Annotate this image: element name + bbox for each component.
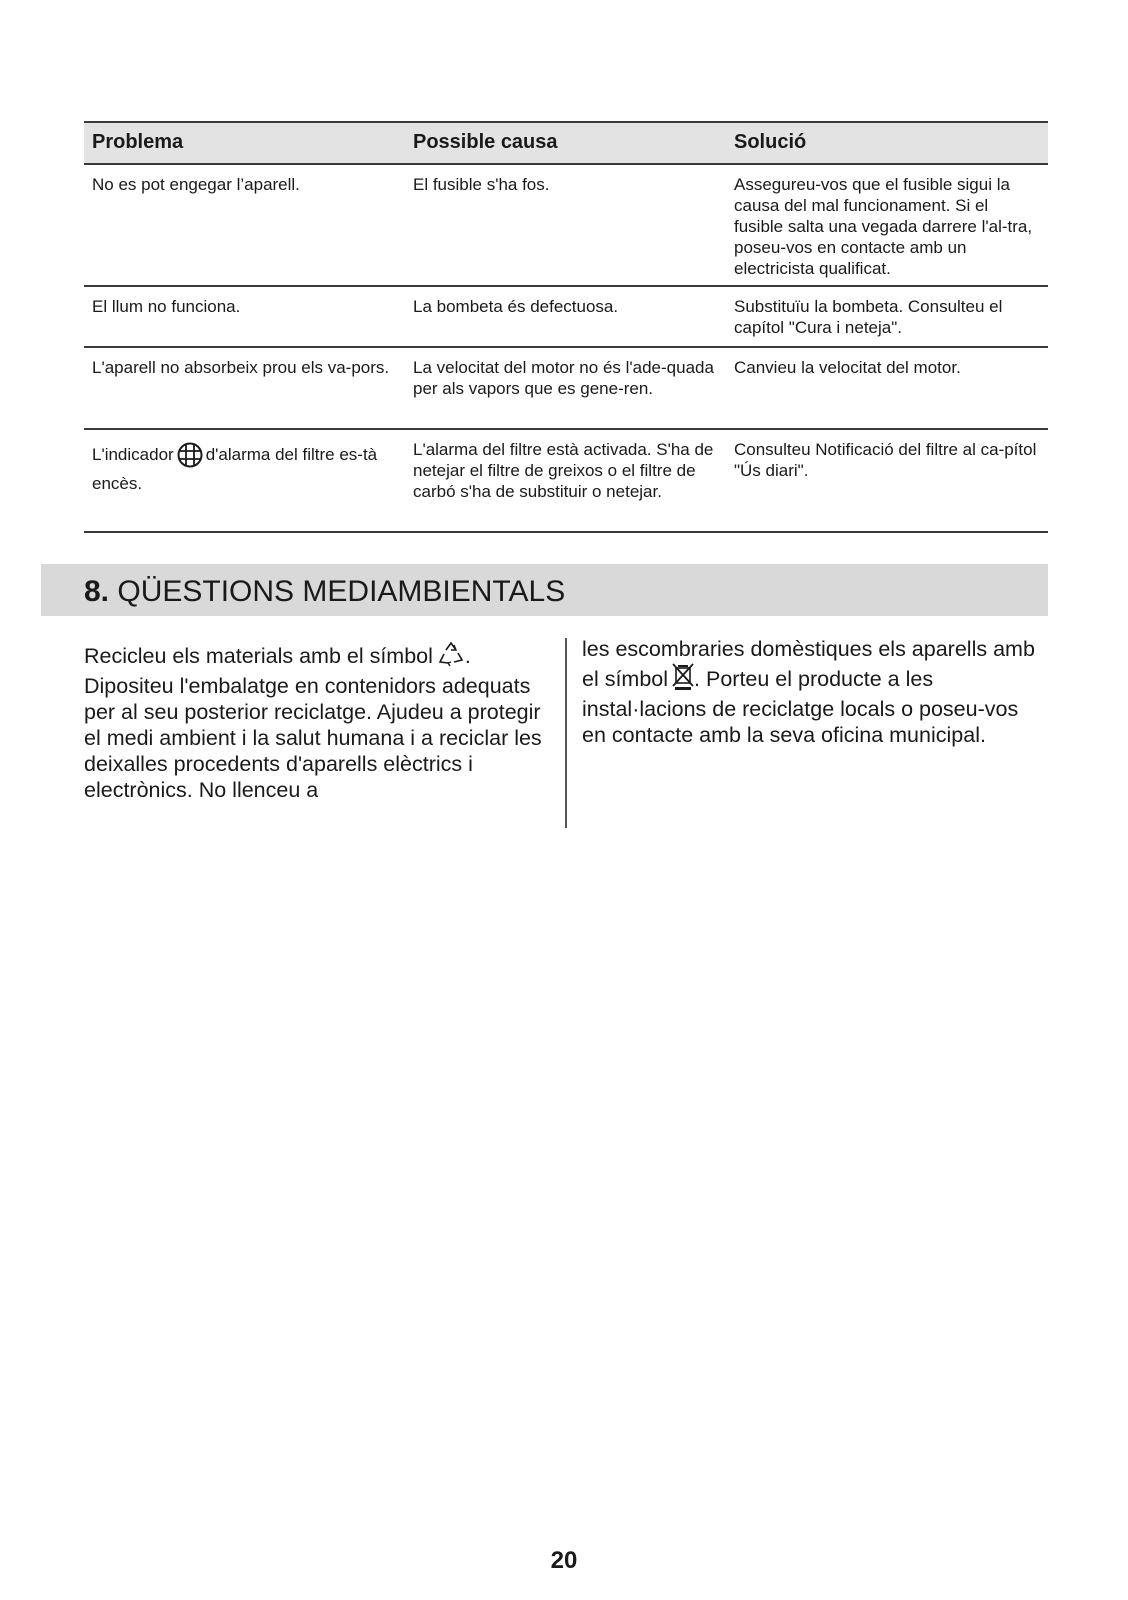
cell-cause: L'alarma del filtre està activada. S'ha de netejar el filtre de greixos o el filtre de carbó s'ha de substituir o netejar.: [413, 440, 714, 501]
right-text-part-1: les escombraries domèstiques els aparells amb el símbol: [582, 637, 1035, 691]
table-row: [84, 348, 1048, 430]
cell-problem: El llum no funciona.: [92, 297, 241, 316]
problem-text-before-icon: L'indicador: [92, 445, 174, 464]
cell-cause: La velocitat del motor no és l'ade-quada per als vapors que es gene-ren.: [413, 358, 714, 398]
section-number: 8.: [84, 575, 110, 608]
cell-problem: L'aparell no absorbeix prou els va-pors.: [92, 358, 390, 377]
column-divider: [565, 638, 567, 828]
cell-solution: Canvieu la velocitat del motor.: [734, 358, 961, 377]
cell-problem: No es pot engegar l’aparell.: [92, 175, 300, 194]
left-text-part-2: . Dipositeu l'embalatge en contenidors adequats per al seu posterior reciclatge. Ajudeu a protegir el medi ambient i la salut humana i a reciclar les deixalles procedents d'aparells elèctrics i electrònics. No llenceu a: [84, 644, 542, 802]
problem-text-after-icon: d'alarma del filtre es-tà encès.: [92, 445, 378, 493]
header-solution: Solució: [734, 131, 807, 153]
cell-solution: Assegureu-vos que el fusible sigui la causa del mal funcionament. Si el fusible salta una vegada darrere l'al-tra, poseu-vos en contacte amb un electricista qualificat.: [734, 175, 1033, 278]
table-header-row: [84, 121, 1048, 165]
cell-problem: [84, 430, 405, 531]
header-cause: Possible causa: [413, 131, 558, 153]
environment-text-right: [582, 636, 1048, 748]
page-number: 20: [550, 1547, 578, 1574]
right-text-part-2: . Porteu el producte a les instal·lacions de reciclatge locals o poseu-vos en contacte amb la seva oficina municipal.: [582, 667, 1019, 747]
troubleshooting-table: [84, 121, 1048, 533]
cell-cause: El fusible s'ha fos.: [413, 175, 550, 194]
table-row: [84, 430, 1048, 533]
header-problem: Problema: [92, 131, 184, 153]
filter-grid-icon: [177, 442, 203, 473]
left-text-part-1: Recicleu els materials amb el símbol: [84, 644, 433, 668]
cell-solution: Substituïu la bombeta. Consulteu el capítol "Cura i neteja".: [734, 297, 1003, 337]
crossed-out-bin-icon: [672, 662, 694, 696]
table-row: [84, 165, 1048, 287]
environment-text-left: [84, 641, 554, 803]
recycle-icon: [437, 641, 465, 673]
cell-cause: La bombeta és defectuosa.: [413, 297, 619, 316]
section-heading: [41, 564, 1048, 616]
section-title: QÜESTIONS MEDIAMBIENTALS: [117, 575, 566, 608]
cell-solution: Consulteu Notificació del filtre al ca-pítol "Ús diari".: [734, 440, 1037, 480]
table-row: [84, 287, 1048, 348]
